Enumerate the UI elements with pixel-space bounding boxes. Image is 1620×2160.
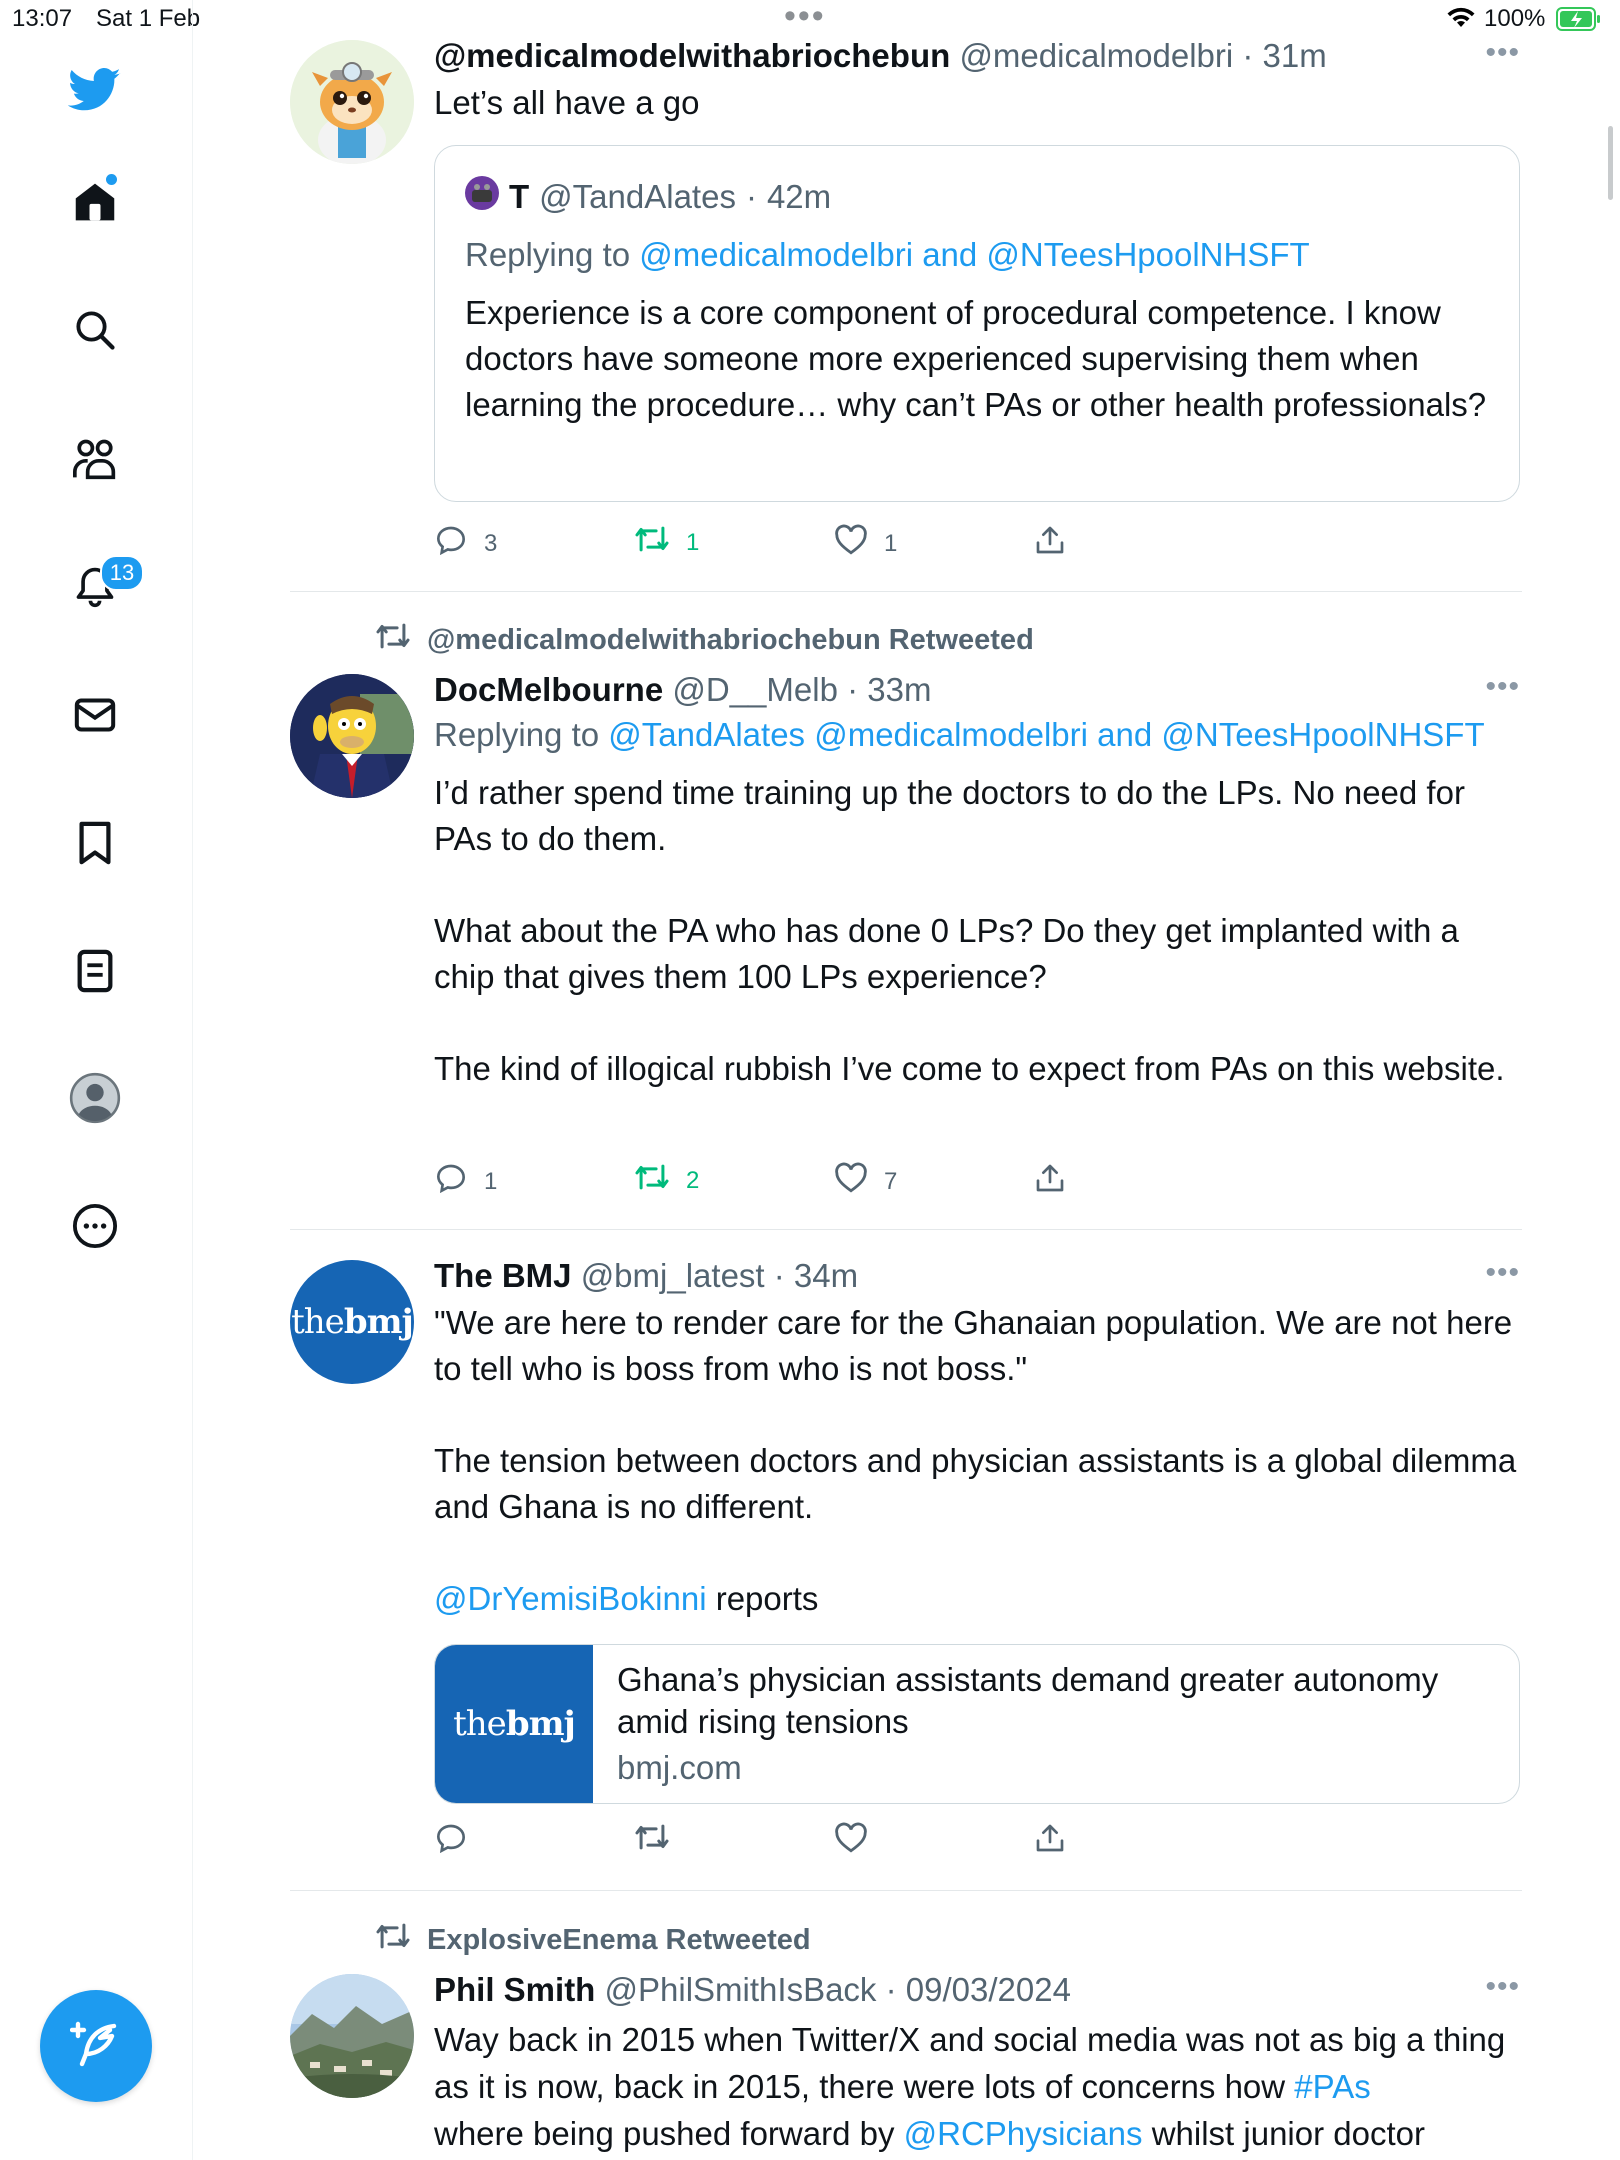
battery-percent: 100% [1484, 5, 1546, 32]
home-icon [73, 180, 117, 229]
tweet-more-icon[interactable]: ••• [1485, 1970, 1520, 2003]
tweet-author-handle[interactable]: @medicalmodelbri [959, 37, 1234, 74]
replying-to-link[interactable]: @TandAlates @medicalmodelbri and @NTeesHpoolNHSFT [608, 716, 1485, 753]
retweet-icon [375, 1921, 411, 1959]
card-domain: bmj.com [617, 1749, 742, 1786]
mention-link[interactable]: @DrYemisiBokinni [434, 1580, 707, 1617]
tweet-time[interactable]: 31m [1262, 37, 1327, 74]
retweet-count: 1 [686, 528, 700, 556]
retweet-icon [375, 621, 411, 659]
tweet-more-icon[interactable]: ••• [1485, 670, 1520, 703]
card-title: Ghana’s physician assistants demand greater autonomy amid rising tensions [617, 1661, 1439, 1740]
reply-count: 3 [484, 529, 498, 557]
tweet-author-name[interactable]: @medicalmodelwithabriochebun [434, 37, 951, 74]
tweet-divider [290, 1890, 1522, 1891]
search-icon [74, 309, 116, 356]
link-card[interactable] [434, 1644, 1520, 1804]
twitter-bird-icon[interactable] [60, 55, 130, 125]
replying-to-line: Replying to @medicalmodelbri and @NTeesHpoolNHSFT [465, 236, 1310, 273]
share-button[interactable] [1034, 1162, 1066, 1201]
like-count: 7 [884, 1167, 898, 1195]
like-button[interactable] [834, 1822, 868, 1861]
sidebar-item-lists[interactable] [60, 938, 130, 1008]
status-time: 13:07 [12, 5, 73, 32]
tweet-divider [290, 591, 1522, 592]
hashtag-link[interactable]: #PAs [1294, 2068, 1371, 2105]
tweet-time[interactable]: 09/03/2024 [905, 1971, 1071, 2008]
avatar [465, 176, 499, 218]
share-button[interactable] [1034, 524, 1066, 563]
avatar[interactable] [290, 1260, 414, 1384]
retweet-icon [634, 1162, 670, 1199]
share-icon [1034, 1162, 1066, 1201]
retweet-icon [634, 524, 670, 561]
like-button[interactable] [834, 1162, 897, 1201]
like-count: 1 [884, 529, 898, 557]
sidebar-item-profile[interactable] [60, 1065, 130, 1135]
tweet-more-icon[interactable]: ••• [1485, 1256, 1520, 1289]
retweet-button[interactable] [634, 1162, 699, 1199]
mention-link[interactable]: @RCPhysicians [903, 2115, 1143, 2152]
reply-button[interactable] [434, 1162, 497, 1201]
tweet-text: I’d rather spend time training up the doctors to do the LPs. No need for PAs to do them. What about the PA who has done 0 LPs? Do they get implanted with a chip that gives them 100 LPs experience? The kind of illogical rubbish I’ve come to expect from PAs on this website. [434, 774, 1505, 1087]
quoted-author-handle: @TandAlates [539, 178, 736, 215]
like-button[interactable] [834, 524, 897, 563]
quoted-tweet-text: Experience is a core component of procedural competence. I know doctors have someone more experienced supervising them when learning the procedure… why can’t PAs or other health professionals? [465, 294, 1487, 423]
battery-charging-icon [1556, 7, 1602, 38]
sidebar-nav [0, 0, 193, 2160]
tweet-text: Way back in 2015 when Twitter/X and social media was not as big a thing as it is now, back in 2015, there were lots of concerns how #PAs where being pushed forward by @RCPhysicians whilst junior doctor [434, 2021, 1515, 2152]
sidebar-item-messages[interactable] [60, 682, 130, 752]
sidebar-item-home[interactable] [60, 169, 130, 239]
status-date: Sat 1 Feb [96, 5, 201, 32]
retweeted-by-line[interactable] [375, 1920, 811, 1960]
tweet-text: "We are here to render care for the Ghanaian population. We are not here to tell who is boss from who is not boss." The tension between doctors and physician assistants is a global dilemma and Ghana is no different. @DrYemisiBokinni reports [434, 1304, 1517, 1617]
heart-icon [834, 1162, 868, 1201]
retweeted-by-label: ExplosiveEnema Retweeted [427, 1923, 811, 1956]
tweet-author-name[interactable]: DocMelbourne [434, 671, 664, 708]
tweet-author-handle[interactable]: @D__Melb [672, 671, 838, 708]
retweet-count: 2 [686, 1166, 700, 1194]
reply-icon [434, 1162, 468, 1201]
home-unread-dot [106, 174, 117, 185]
bookmark-icon [75, 820, 115, 871]
quoted-tweet[interactable]: T @TandAlates · 42m Replying to @medicalmodelbri and @NTeesHpoolNHSFT Experience is a core component of procedural competence. I know doctors have someone more experienced supervising them when learning the procedure… why can’t PAs or other health professionals? [434, 145, 1520, 502]
status-bar [0, 0, 1620, 40]
more-circle-icon [72, 1203, 118, 1254]
reply-count: 1 [484, 1167, 498, 1195]
tweet-more-icon[interactable]: ••• [1485, 36, 1520, 69]
bmj-logo: thebmj [291, 1302, 413, 1342]
mail-icon [73, 695, 117, 740]
tweet-time[interactable]: 33m [867, 671, 932, 708]
retweeted-by-line[interactable] [375, 620, 1034, 660]
sidebar-item-communities[interactable] [60, 426, 130, 496]
retweet-button[interactable] [634, 1822, 670, 1859]
heart-icon [834, 524, 868, 563]
tweet-actions [434, 1822, 1522, 1862]
retweet-button[interactable] [634, 524, 699, 561]
reply-button[interactable] [434, 524, 497, 563]
tweet-actions [434, 1162, 1522, 1202]
share-icon [1034, 524, 1066, 563]
reply-icon [434, 524, 468, 563]
compose-tweet-button[interactable] [40, 1990, 152, 2102]
retweeted-by-label: @medicalmodelwithabriochebun Retweeted [427, 623, 1034, 656]
tweet-author-name[interactable]: The BMJ [434, 1257, 572, 1294]
tweet-time[interactable]: 34m [793, 1257, 859, 1294]
communities-icon [71, 437, 119, 486]
tweet-author-name[interactable]: Phil Smith [434, 1971, 596, 2008]
share-button[interactable] [1034, 1822, 1066, 1861]
sidebar-item-more[interactable] [60, 1193, 130, 1263]
card-thumbnail [435, 1645, 593, 1803]
wifi-icon [1446, 6, 1476, 37]
profile-icon [69, 1072, 121, 1129]
notification-count-badge: 13 [100, 555, 144, 591]
multitasking-dots-icon[interactable]: ••• [784, 0, 826, 35]
feed-scrollbar[interactable] [1608, 126, 1613, 200]
tweet-author-handle[interactable]: @PhilSmithIsBack [604, 1971, 877, 2008]
list-icon [75, 948, 115, 999]
reply-button[interactable] [434, 1822, 468, 1861]
sidebar-item-explore[interactable] [60, 297, 130, 367]
reply-icon [434, 1822, 468, 1861]
quoted-author-name: T [509, 178, 530, 215]
avatar[interactable] [290, 674, 414, 798]
compose-feather-icon [70, 2018, 122, 2075]
avatar[interactable] [290, 1974, 414, 2098]
share-icon [1034, 1822, 1066, 1861]
heart-icon [834, 1822, 868, 1861]
tweet-divider [290, 1229, 1522, 1230]
tweet-text: Let’s all have a go [434, 84, 700, 121]
replying-to-link[interactable]: @medicalmodelbri and @NTeesHpoolNHSFT [639, 236, 1310, 273]
bmj-logo: thebmj [453, 1704, 575, 1744]
tweet-author-handle[interactable]: @bmj_latest [580, 1257, 765, 1294]
sidebar-item-bookmarks[interactable] [60, 810, 130, 880]
avatar[interactable] [290, 40, 414, 164]
retweet-icon [634, 1822, 670, 1859]
replying-to-line: Replying to @TandAlates @medicalmodelbri and @NTeesHpoolNHSFT [434, 716, 1485, 753]
quoted-tweet-time: 42m [766, 178, 832, 215]
tweet-actions [434, 524, 1522, 564]
